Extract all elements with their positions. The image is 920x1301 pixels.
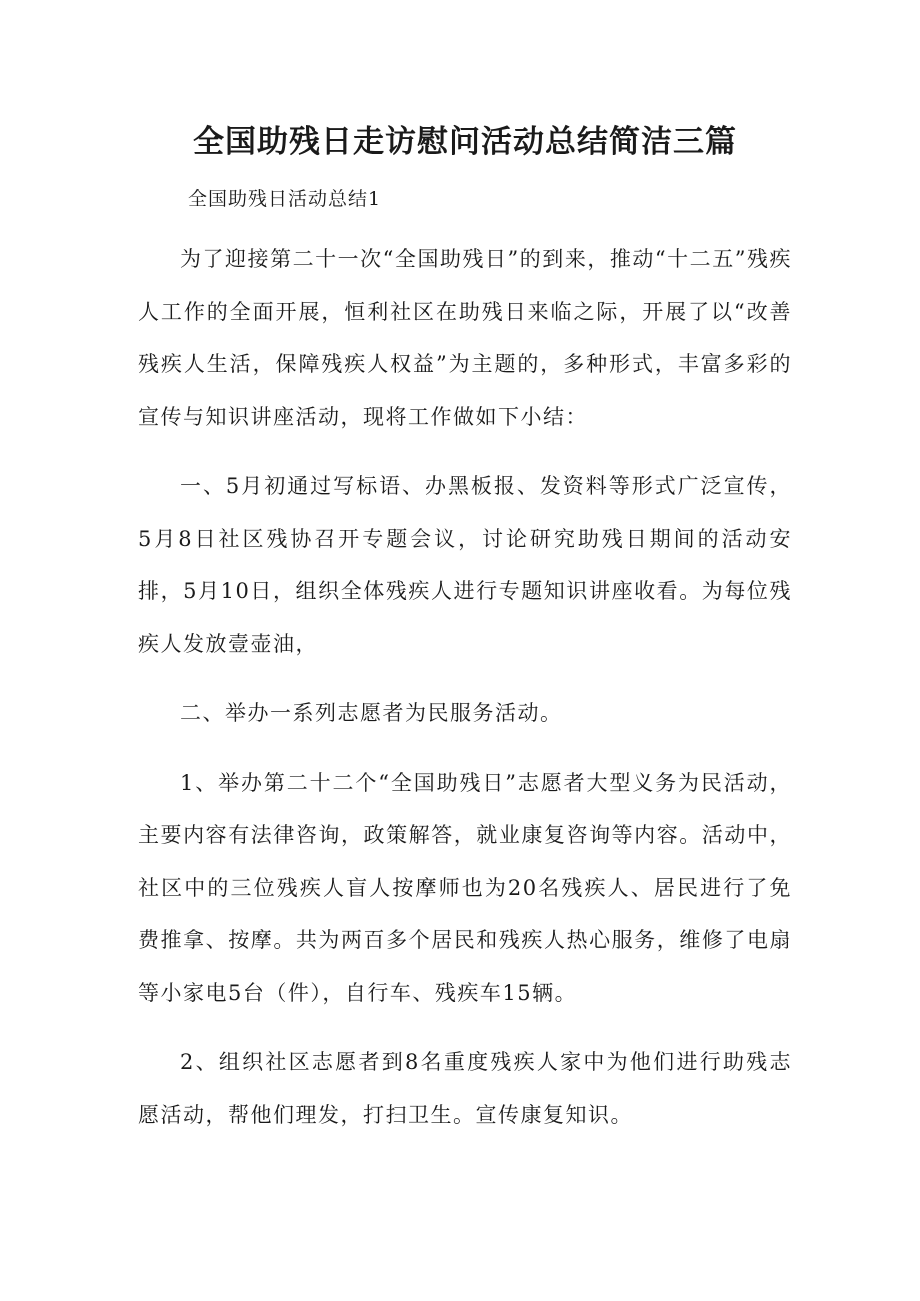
section-subtitle: 全国助残日活动总结1 — [188, 188, 382, 210]
paragraph-section-two-heading: 二、举办一系列志愿者为民服务活动。 — [180, 701, 563, 725]
paragraph-section-one: 一、5月初通过写标语、办黑板报、发资料等形式广泛宣传，5月8日社区残协召开专题会议，讨论研究助残日期间的活动安排，5月10日，组织全体残疾人进行专题知识讲座收看。为每位残疾人发放壹壶油， — [138, 474, 792, 656]
paragraph-intro: 为了迎接第二十一次“全国助残日”的到来，推动“十二五”残疾人工作的全面开展，恒利社区在助残日来临之际，开展了以“改善残疾人生活，保障残疾人权益”为主题的，多种形式，丰富多彩的宣传与知识讲座活动，现将工作做如下小结： — [138, 247, 792, 429]
paragraph-item-one: 1、举办第二十二个“全国助残日”志愿者大型义务为民活动，主要内容有法律咨询，政策解答，就业康复咨询等内容。活动中，社区中的三位残疾人盲人按摩师也为20名残疾人、居民进行了免费推拿、按摩。共为两百多个居民和残疾人热心服务，维修了电扇等小家电5台（件），自行车、残疾车15辆。 — [138, 770, 792, 1005]
paragraph-item-two: 2、组织社区志愿者到8名重度残疾人家中为他们进行助残志愿活动，帮他们理发，打扫卫生。宣传康复知识。 — [138, 1050, 792, 1127]
document-title: 全国助残日走访慰问活动总结简洁三篇 — [193, 124, 737, 160]
